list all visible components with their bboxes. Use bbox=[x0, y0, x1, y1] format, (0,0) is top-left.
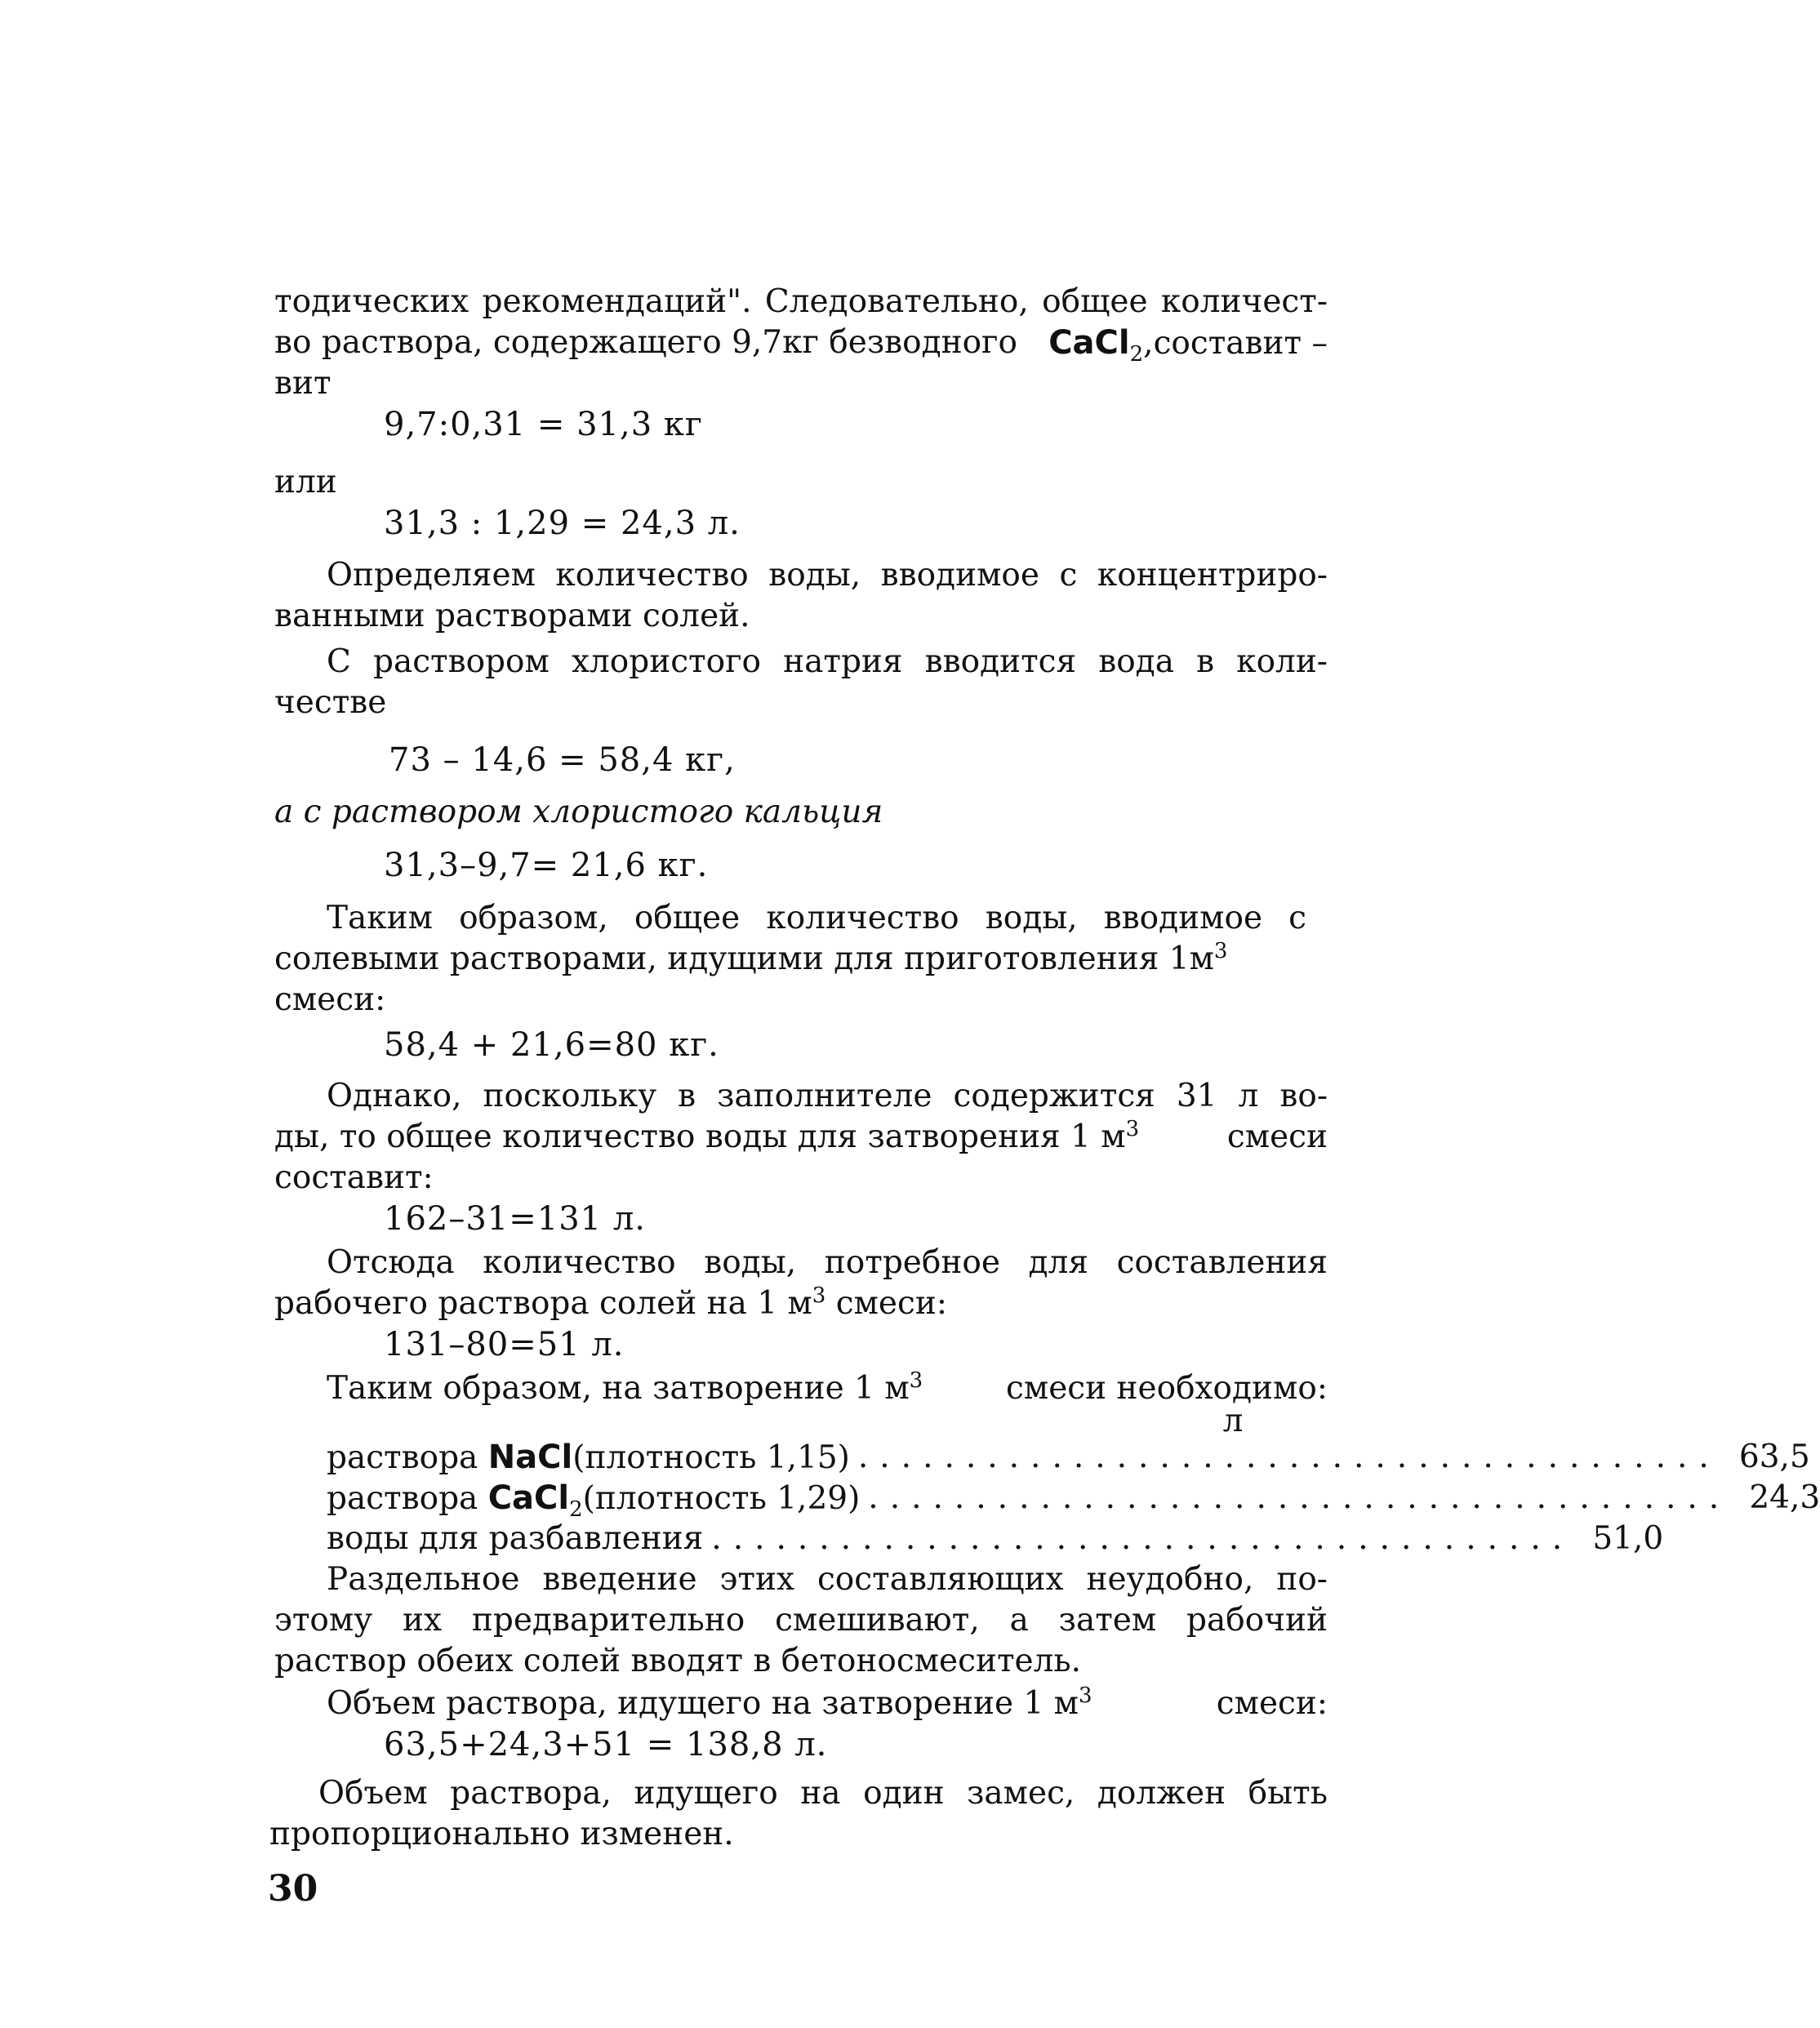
text-fragment: CaCl$_2$,составит – bbox=[1048, 324, 1328, 367]
text-fragment: рабочего раствора солей на 1 м bbox=[274, 1285, 812, 1322]
text-line bbox=[274, 1283, 947, 1324]
text-fragment bbox=[274, 1117, 1139, 1158]
text-line bbox=[327, 1368, 1328, 1409]
text-fragment: (плотность 1,15) bbox=[572, 1439, 850, 1476]
text-fragment bbox=[327, 1683, 1092, 1724]
subscript: 2 bbox=[1129, 341, 1144, 367]
text-line: Объем раствора, идущего на один замес, должен быть bbox=[318, 1775, 1328, 1812]
formula-line: 31,3 : 1,29 = 24,3 л. bbox=[384, 505, 741, 542]
text-line: Определяем количество воды, вводимое с концентриро- bbox=[327, 557, 1328, 594]
leader-dots: ........................................ bbox=[868, 1479, 1731, 1516]
text-fragment: ды, то общее количество воды для затворения 1 м bbox=[274, 1119, 1126, 1155]
row-value: 24,3 bbox=[1749, 1479, 1820, 1516]
unit-header: л bbox=[1222, 1403, 1244, 1439]
text-line: раствор обеих солей вводят в бетоносмеситель. bbox=[274, 1643, 1082, 1679]
superscript: 3 bbox=[1213, 939, 1228, 963]
text-line bbox=[327, 1683, 1328, 1724]
text-fragment: во раствора, содержащего 9,7кг безводного bbox=[274, 324, 1017, 361]
row-label: воды для разбавления bbox=[327, 1520, 704, 1557]
text-line bbox=[274, 322, 1328, 367]
text-line bbox=[274, 1117, 1328, 1158]
text-line: Таким образом, общее количество воды, вводимое с bbox=[327, 900, 1306, 936]
text-line: Отсюда количество воды, потребное для составления bbox=[327, 1244, 1328, 1281]
leader-dots: ........................................ bbox=[857, 1439, 1720, 1475]
text-fragment: , bbox=[1143, 325, 1154, 362]
text-line: тодических рекомендаций". Следовательно, общее количест- bbox=[274, 283, 1328, 320]
text-line: вит bbox=[274, 365, 332, 402]
text-fragment: составит bbox=[1153, 325, 1302, 362]
text-line: смеси: bbox=[274, 981, 386, 1018]
text-fragment: смеси необходимо: bbox=[1006, 1370, 1328, 1407]
text-line: а с раствором хлористого кальция bbox=[274, 794, 883, 830]
superscript: 3 bbox=[1125, 1117, 1140, 1141]
superscript: 3 bbox=[1079, 1683, 1092, 1708]
text-line: этому их предварительно смешивают, а затем рабочий bbox=[274, 1602, 1328, 1639]
superscript: 3 bbox=[909, 1368, 923, 1393]
table-row bbox=[327, 1519, 1664, 1559]
formula-line: 58,4 + 21,6=80 кг. bbox=[384, 1026, 719, 1064]
text-line: составит: bbox=[274, 1159, 434, 1196]
chemical-formula: CaCl bbox=[487, 1479, 570, 1517]
text-line bbox=[274, 939, 1227, 980]
text-line: С раствором хлористого натрия вводится вода в коли- bbox=[327, 643, 1328, 680]
leader-dots: ........................................ bbox=[711, 1520, 1574, 1557]
text-fragment: (плотность 1,29) bbox=[582, 1480, 861, 1517]
row-label bbox=[327, 1478, 861, 1522]
superscript: 3 bbox=[812, 1283, 826, 1308]
row-value: 63,5 bbox=[1738, 1439, 1810, 1475]
formula-line: 162–31=131 л. bbox=[384, 1200, 646, 1238]
row-label bbox=[327, 1437, 850, 1479]
text-line: ванными растворами солей. bbox=[274, 598, 750, 634]
table-row bbox=[327, 1437, 1810, 1479]
page-number: 30 bbox=[268, 1868, 318, 1910]
text-line: или bbox=[274, 464, 337, 500]
text-line: Однако, поскольку в заполнителе содержится 31 л во- bbox=[327, 1078, 1328, 1114]
formula-line: 131–80=51 л. bbox=[384, 1326, 625, 1363]
text-fragment: смеси: bbox=[835, 1285, 947, 1322]
table-row bbox=[327, 1478, 1820, 1522]
text-fragment: смеси: bbox=[1216, 1685, 1328, 1722]
text-fragment: раствора bbox=[327, 1480, 478, 1517]
row-value: 51,0 bbox=[1592, 1520, 1664, 1557]
text-fragment: смеси bbox=[1226, 1119, 1328, 1155]
formula-line: 9,7:0,31 = 31,3 кг bbox=[384, 406, 703, 443]
text-fragment: солевыми растворами, идущими для приготовления 1м bbox=[274, 941, 1214, 977]
chemical-formula: CaCl bbox=[1048, 324, 1130, 362]
text-fragment: Таким образом, на затворение 1 м bbox=[327, 1370, 910, 1407]
text-line: честве bbox=[274, 684, 387, 721]
chemical-formula: NaCl bbox=[487, 1439, 573, 1476]
text-line: пропорционально изменен. bbox=[269, 1816, 734, 1852]
formula-line: 31,3–9,7= 21,6 кг. bbox=[384, 847, 709, 884]
text-fragment bbox=[327, 1368, 923, 1409]
formula-line: 63,5+24,3+51 = 138,8 л. bbox=[384, 1726, 828, 1763]
formula-line: 73 – 14,6 = 58,4 кг, bbox=[389, 741, 736, 779]
subscript: 2 bbox=[569, 1497, 583, 1522]
text-fragment: Объем раствора, идущего на затворение 1 м bbox=[327, 1685, 1079, 1722]
text-fragment: раствора bbox=[327, 1439, 478, 1476]
text-line: Раздельное введение этих составляющих неудобно, по- bbox=[327, 1561, 1328, 1598]
